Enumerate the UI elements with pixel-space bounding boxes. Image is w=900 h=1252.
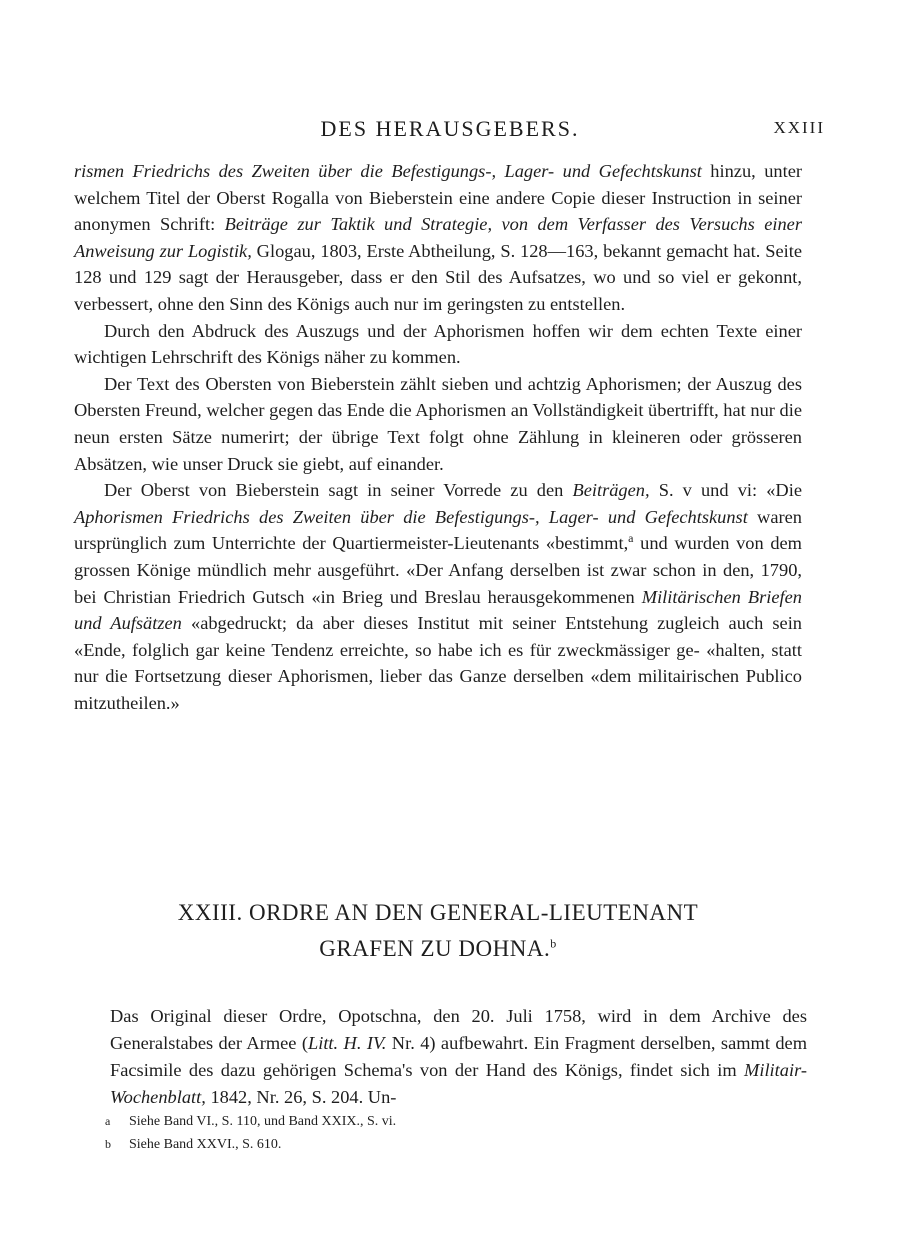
- footnote-letter: a: [105, 1114, 111, 1128]
- italic-title: Militärischen Briefen und Aufsätzen: [74, 586, 802, 634]
- running-head: [75, 116, 825, 146]
- paragraph-1: rismen Friedrichs des Zweiten über die Befestigungs-, Lager- und Gefechtskunst hinzu, unter welchem Titel der Oberst Rogalla von Bieberstein eine andere Copie dieser Instruction in seiner anonymen Schrift: Beiträge zur Taktik und Strategie, von dem Verfasser des Versuchs einer Anweisung zur Logistik, Glogau, 1803, Erste Abtheilung, S. 128—163, bekannt gemacht hat. Seite 128 und 129 sagt der Herausgeber, dass er den Stil des Aufsatzes, wo und so viel er gekonnt, verbessert, ohne den Sinn des Königs auch nur im geringsten zu entstellen.: [74, 161, 802, 314]
- body-text: [74, 158, 802, 716]
- italic-title: Militair-Wochenblatt,: [110, 1059, 807, 1107]
- section-heading-line-2: GRAFEN ZU DOHNA.$^b$: [319, 936, 557, 961]
- italic-title: Beiträge zur Taktik und Strategie, von dem Verfasser des Versuchs einer Anweisung zur Logistik,: [74, 214, 802, 261]
- section-heading-line-1: XXIII. ORDRE AN DEN GENERAL-LIEUTENANT: [177, 900, 699, 925]
- footnote-marker: b: [550, 936, 557, 951]
- page-number: XXIII: [773, 118, 825, 137]
- section-heading: [74, 895, 802, 967]
- italic-title: rismen Friedrichs des Zweiten über die Befestigungs-, Lager- und Gefechtskunst: [74, 161, 702, 181]
- paragraph-3: Der Text des Obersten von Bieberstein zählt sieben und achtzig Aphorismen; der Auszug des Obersten Freund, welcher gegen das Ende die Aphorismen an Vollständigkeit übertrifft, hat nur die neun ersten Sätze numerirt; der übrige Text folgt ohne Zählung in kleineren oder grösseren Absätzen, wie unser Druck sie giebt, auf einander.: [74, 373, 802, 474]
- footnote-text: Siehe Band VI., S. 110, und Band XXIX., S. vi.: [129, 1114, 397, 1129]
- italic-title: Aphorismen Friedrichs des Zweiten über die Befestigungs-, Lager- und Gefechtskunst: [74, 506, 748, 527]
- italic-title: Beiträgen,: [572, 480, 650, 501]
- paragraph-4: Der Oberst von Bieberstein sagt in seiner Vorrede zu den Beiträgen, S. v und vi: «Die Aphorismen Friedrichs des Zweiten über die Befestigungs-, Lager- und Gefechtskunst waren ursprünglich zum Unterrichte der Quartiermeister-Lieutenants «bestimmt,$^a$ und wurden von dem grossen Könige mündlich mehr ausgeführt. «Der Anfang derselben ist zwar schon in den, 1790, bei Christian Friedrich Gutsch «in Brieg und Breslau herausgekommenen Militärischen Briefen und Aufsätzen «abgedruckt; da aber dieses Institut mit seiner Entstehung zugleich auch sein «Ende, folglich gar keine Tendenz erreichte, so habe ich es für zweckmässiger ge- «halten, statt nur die Fortsetzung dieser Aphorismen, lieber das Ganze derselben «dem militairischen Publico mitzutheilen.»: [74, 480, 802, 713]
- footnote-b: [105, 1133, 705, 1156]
- italic-title: Litt. H. IV.: [307, 1033, 387, 1054]
- footnote-a: [105, 1110, 705, 1133]
- paragraph-2: Durch den Abdruck des Auszugs und der Aphorismen hoffen wir dem echten Texte einer wichtigen Lehrschrift des Königs näher zu kommen.: [74, 320, 802, 368]
- section-paragraph: Das Original dieser Ordre, Opotschna, den 20. Juli 1758, wird in dem Archive des Generalstabes der Armee (Litt. H. IV. Nr. 4) aufbewahrt. Ein Fragment derselben, sammt dem Facsimile des dazu gehörigen Schema's von der Hand des Königs, findet sich im Militair-Wochenblatt, 1842, Nr. 26, S. 204. Un-: [110, 1006, 808, 1107]
- footnote-marker: a: [628, 531, 634, 546]
- footnote-text: Siehe Band XXVI., S. 610.: [129, 1137, 282, 1152]
- footnotes: [105, 1110, 705, 1156]
- running-title: DES HERAUSGEBERS.: [320, 116, 580, 141]
- footnote-letter: b: [105, 1137, 111, 1151]
